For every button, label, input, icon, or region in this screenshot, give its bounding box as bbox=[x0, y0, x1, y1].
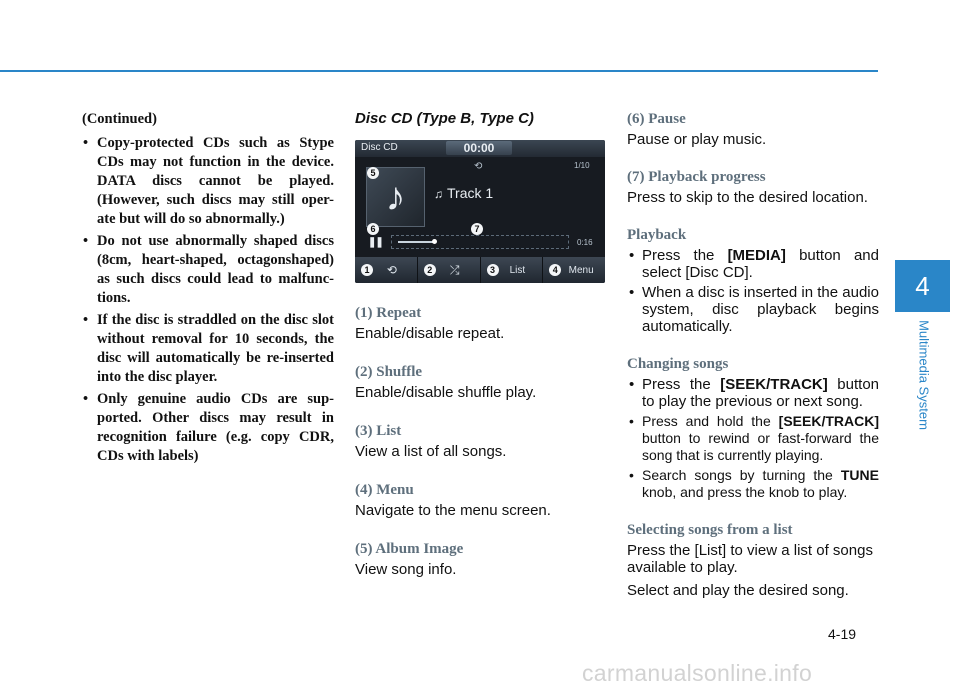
item-desc-progress: Press to skip to the desired location. bbox=[627, 189, 868, 206]
item-heading-shuffle: (2) Shuffle bbox=[355, 364, 423, 380]
select-list-desc: Press the [List] to view a list of songs available to play. bbox=[627, 542, 873, 576]
track-title: Track 1 bbox=[447, 185, 494, 201]
changing-songs-list bbox=[627, 376, 879, 501]
page-number: 4-19 bbox=[828, 626, 857, 642]
repeat-status-icon: ⟲ bbox=[474, 161, 483, 172]
text: Search songs by turning the bbox=[642, 467, 841, 483]
text: button and select [Disc CD]. bbox=[642, 247, 879, 281]
item-desc-repeat: Enable/disable repeat. bbox=[355, 325, 505, 342]
item-heading-menu: (4) Menu bbox=[355, 482, 414, 498]
item-heading-pause: (6) Pause bbox=[627, 111, 686, 127]
elapsed-time: 00:00 bbox=[446, 141, 512, 155]
repeat-icon: ⟲ bbox=[386, 263, 397, 277]
menu-button[interactable] bbox=[543, 257, 605, 283]
heading-changing-songs: Changing songs bbox=[627, 356, 729, 372]
section-label: Multimedia System bbox=[916, 320, 932, 430]
music-note-icon: ♪ bbox=[385, 175, 406, 219]
repeat-button[interactable] bbox=[355, 257, 418, 283]
item-desc-shuffle: Enable/disable shuffle play. bbox=[355, 384, 537, 401]
column-playback bbox=[627, 110, 879, 599]
keyword: [SEEK/TRACK] bbox=[720, 376, 828, 393]
column-cautions bbox=[82, 110, 334, 466]
disc-cd-screen bbox=[355, 140, 605, 283]
heading-playback: Playback bbox=[627, 227, 687, 243]
list-button-label: List bbox=[509, 264, 526, 276]
track-count: 1/10 bbox=[574, 161, 590, 170]
menu-button-label: Menu bbox=[568, 264, 594, 276]
item-heading-list: (3) List bbox=[355, 423, 402, 439]
shuffle-icon: ⤮ bbox=[449, 262, 460, 277]
section-title: Disc CD (Type B, Type C) bbox=[355, 110, 534, 127]
text: Press the bbox=[642, 376, 721, 393]
progress-fill bbox=[398, 241, 434, 243]
callout-badge-6: 6 bbox=[367, 223, 379, 235]
watermark: carmanualsonline.info bbox=[582, 660, 813, 686]
select-list-desc-2: Select and play the desired song. bbox=[627, 582, 849, 599]
continued-label: (Continued) bbox=[82, 111, 157, 127]
keyword: TUNE bbox=[840, 467, 879, 483]
caution-list bbox=[82, 134, 334, 466]
chapter-tab bbox=[895, 260, 950, 312]
item-desc-menu: Navigate to the menu screen. bbox=[355, 502, 551, 519]
playback-item bbox=[627, 247, 879, 281]
playback-item: • When a disc is inserted in the audio system, disc playback begins automatically. bbox=[627, 284, 879, 335]
caution-item: • Copy-protected CDs such as Stype CDs may not function in the device. DATA discs cannot be played. (However, such discs may still oper-ate but will do so abnormally.) bbox=[82, 134, 334, 229]
changing-item bbox=[627, 413, 879, 464]
keyword: [MEDIA] bbox=[727, 247, 786, 264]
heading-select-list: Selecting songs from a list bbox=[627, 522, 793, 538]
changing-item bbox=[627, 376, 879, 410]
screen-title: Disc CD bbox=[361, 142, 398, 153]
text: Press and hold the bbox=[642, 413, 779, 429]
text: button to play the previous or next song. bbox=[642, 376, 880, 410]
caution-item: • If the disc is straddled on the disc slot without removal for 10 seconds, the disc will automatically be re-inserted into the disc player. bbox=[82, 311, 334, 387]
pause-icon[interactable]: ❚❚ bbox=[368, 237, 383, 248]
chapter-number: 4 bbox=[915, 270, 930, 301]
caution-item: • Do not use abnormally shaped discs (8cm, heart-shaped, octagonshaped) as such discs could lead to malfunc-tions. bbox=[82, 232, 334, 308]
callout-badge-1: 1 bbox=[361, 264, 373, 276]
text: knob, and press the knob to play. bbox=[642, 484, 848, 500]
item-heading-repeat: (1) Repeat bbox=[355, 305, 422, 321]
item-desc-album: View song info. bbox=[355, 561, 457, 578]
item-desc-pause: Pause or play music. bbox=[627, 131, 767, 148]
shuffle-button[interactable] bbox=[418, 257, 481, 283]
item-desc-list: View a list of all songs. bbox=[355, 443, 507, 460]
changing-item bbox=[627, 467, 879, 501]
callout-badge-2: 2 bbox=[424, 264, 436, 276]
item-heading-album: (5) Album Image bbox=[355, 541, 464, 557]
callout-badge-4: 4 bbox=[549, 264, 561, 276]
callout-badge-7: 7 bbox=[471, 223, 483, 235]
text: button to rewind or fast-forward the song that is currently playing. bbox=[642, 430, 879, 463]
note-icon: ♫ bbox=[434, 187, 443, 201]
text: Press the bbox=[642, 247, 728, 264]
item-heading-progress: (7) Playback progress bbox=[627, 169, 766, 185]
caution-item: • Only genuine audio CDs are sup-ported. Other discs may result in recognition failure (e.g. copy CDR, CDs with labels) bbox=[82, 390, 334, 466]
playback-list bbox=[627, 247, 879, 335]
progress-knob[interactable] bbox=[432, 239, 437, 244]
screen-button-bar bbox=[355, 257, 605, 283]
playback-progress-bar[interactable] bbox=[391, 235, 569, 249]
remaining-time: 0:16 bbox=[577, 238, 593, 247]
callout-badge-5: 5 bbox=[367, 167, 379, 179]
list-button[interactable] bbox=[481, 257, 544, 283]
header-rule bbox=[0, 70, 878, 72]
callout-badge-3: 3 bbox=[487, 264, 499, 276]
column-disc-cd bbox=[355, 110, 605, 578]
track-name bbox=[434, 185, 493, 201]
keyword: [SEEK/TRACK] bbox=[778, 413, 879, 429]
